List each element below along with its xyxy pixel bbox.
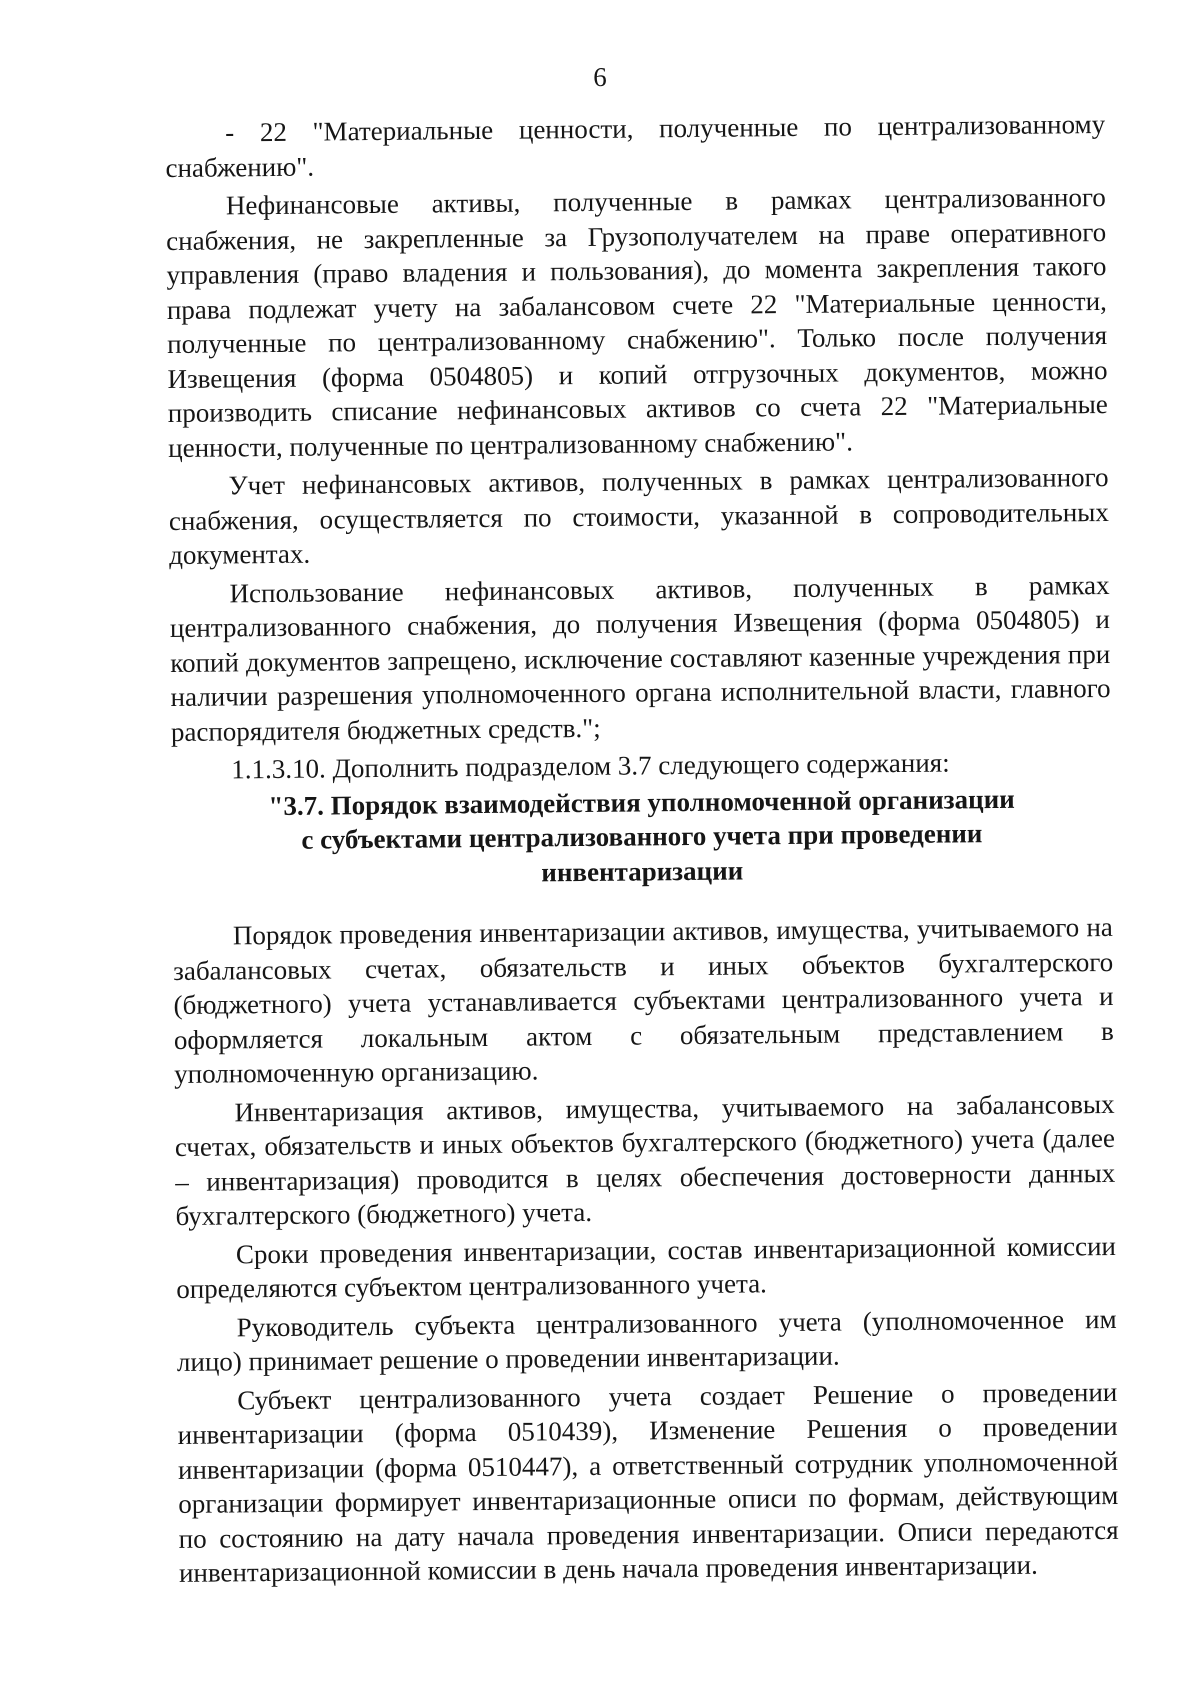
paragraph: Учет нефинансовых активов, полученных в рамках централизованного снабжения, осуществляется по стоимости, указанной в сопроводительных документах. [168, 461, 1109, 570]
paragraph: Субъект централизованного учета создает Решение о проведении инвентаризации (форма 0510439), Изменение Решения о проведении инвентаризации (форма 0510447), а ответственный сотрудник уполномоченной организации формирует инвентаризационные описи по формам, действующим по состоянию на дату начала проведения инвентаризации. Описи передаются инвентаризационной комиссии в день начала проведения инвентаризации. [177, 1376, 1119, 1588]
section-heading-line: с субъектами централизованного учета при проведении [301, 818, 983, 855]
document-body [165, 107, 1119, 1594]
section-heading-line: инвентаризации [541, 854, 744, 887]
paragraph: Инвентаризация активов, имущества, учитываемого на забалансовых счетах, обязательств и иных объектов бухгалтерского (бюджетного) учета (далее – инвентаризация) проводится в целях обеспечения достоверности данных бухгалтерского (бюджетного) учета. [174, 1088, 1116, 1231]
paragraph: Руководитель субъекта централизованного учета (уполномоченное им лицо) принимает решение о проведении инвентаризации. [176, 1303, 1117, 1377]
paragraph: Сроки проведения инвентаризации, состав инвентаризационной комиссии определяются субъектом централизованного учета. [176, 1230, 1117, 1304]
page-number: 6 [593, 62, 607, 92]
section-heading-line: "3.7. Порядок взаимодействия уполномоченной организации [268, 783, 1015, 821]
amendment-instruction: 1.1.3.10. Дополнить подразделом 3.7 следующего содержания: [231, 747, 950, 785]
section-heading [171, 780, 1112, 893]
paragraph: Нефинансовые активы, полученные в рамках централизованного снабжения, не закрепленные за Грузополучателем на праве оперативного управления (право владения и пользования), до момента закрепления такого права подлежат учету на забалансовом счете 22 "Материальные ценности, полученные по централизованному снабжению". Только после получения Извещения (форма 0504805) и копий отгрузочных документов, можно производить списание нефинансовых активов со счета 22 "Материальные ценности, полученные по централизованному снабжению". [166, 181, 1108, 463]
paragraph: Использование нефинансовых активов, полученных в рамках централизованного снабжения, до получения Извещения (форма 0504805) и копий документов запрещено, исключение составляют казенные учреждения при наличии разрешения уполномоченного органа исполнительной власти, главного распорядителя бюджетных средств."; [169, 569, 1111, 747]
paragraph: Порядок проведения инвентаризации активов, имущества, учитываемого на забалансовых счетах, обязательств и иных объектов бухгалтерского (бюджетного) учета устанавливается субъектами централизованного учета и оформляется локальным актом с обязательным представлением в уполномоченную организацию. [173, 911, 1114, 1089]
paragraph: - 22 "Материальные ценности, полученные по централизованному снабжению". [165, 108, 1106, 183]
